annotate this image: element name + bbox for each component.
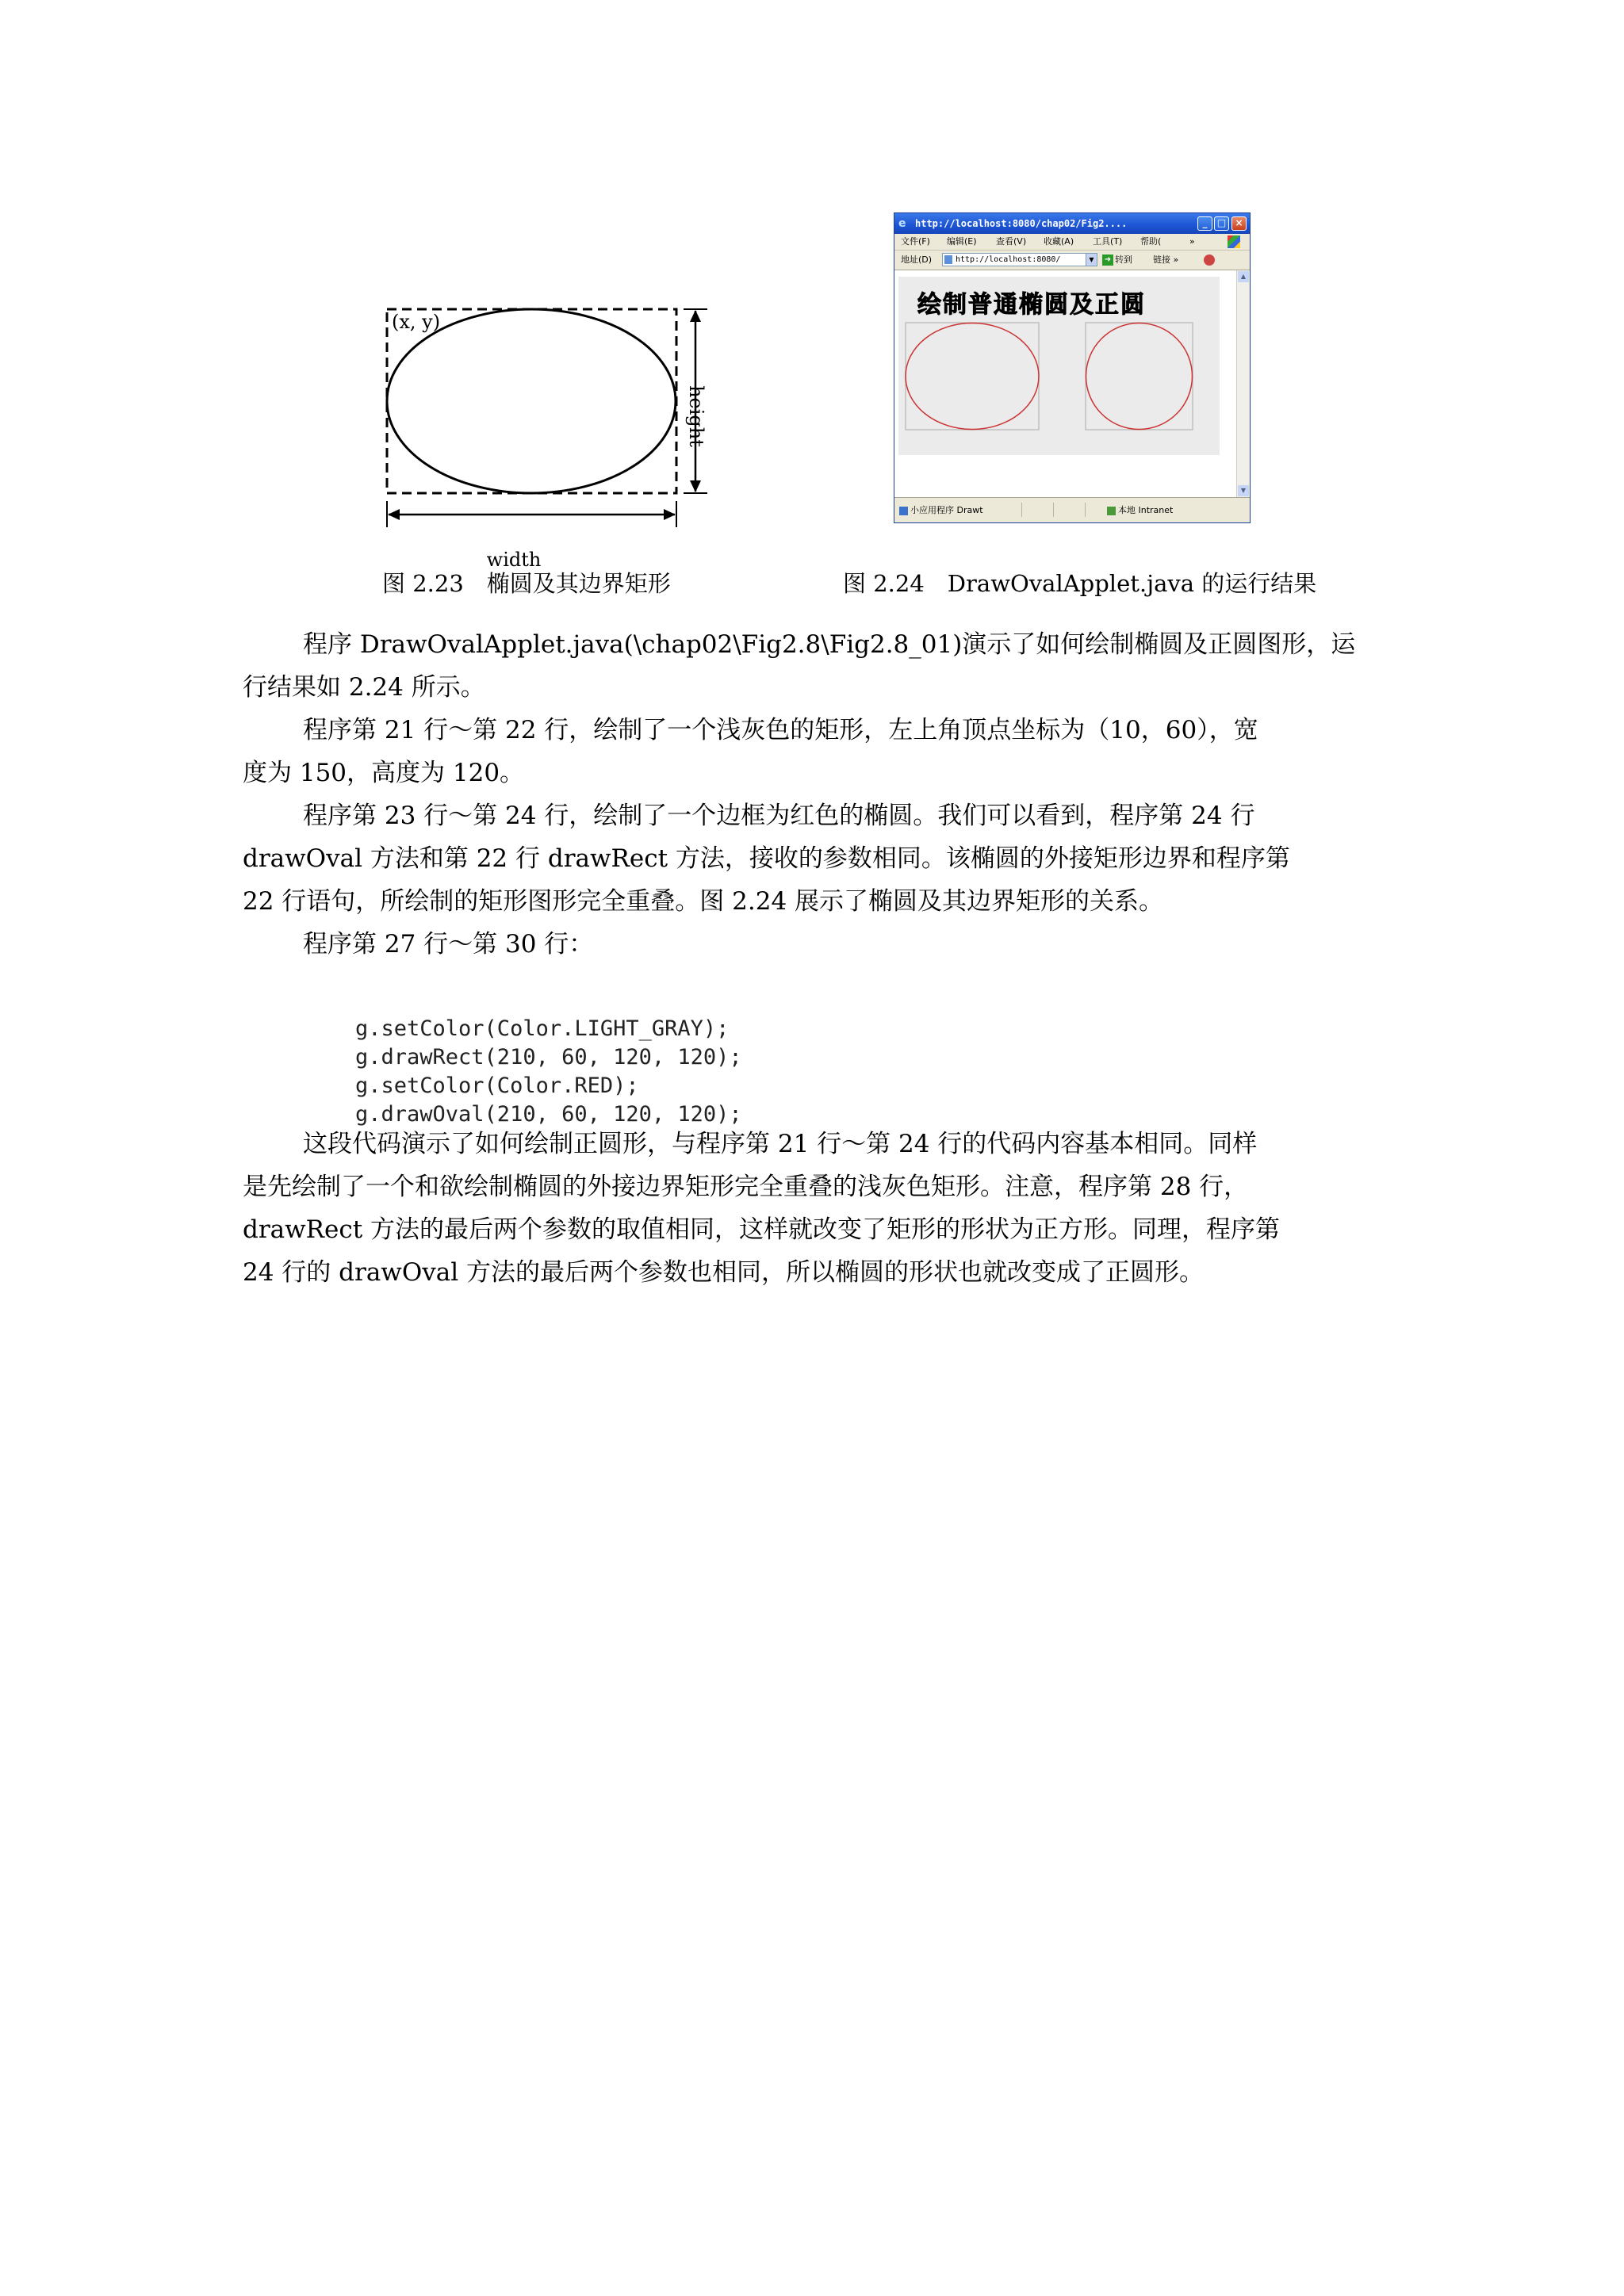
- scroll-down-icon[interactable]: ▼: [1238, 485, 1249, 496]
- code-line: g.drawOval(210, 60, 120, 120);: [355, 1102, 742, 1127]
- maximize-button[interactable]: □: [1214, 216, 1229, 231]
- status-applet: [899, 499, 983, 522]
- page-icon: [944, 255, 952, 264]
- toolbar-extra-icon[interactable]: [1204, 254, 1215, 266]
- go-label: 转到: [1115, 254, 1132, 265]
- address-input[interactable]: [942, 253, 1097, 266]
- browser-status-bar: [894, 497, 1250, 523]
- status-separator: [1053, 503, 1054, 517]
- browser-content: [894, 270, 1236, 497]
- paragraph-2-line-1: 程序第 21 行～第 22 行，绘制了一个浅灰色的矩形，左上角顶点坐标为（10，60），宽: [303, 716, 1258, 744]
- coord-label: (x, y): [392, 311, 441, 333]
- paragraph-3-line-3: 22 行语句，所绘制的矩形图形完全重叠。图 2.24 展示了椭圆及其边界矩形的关系。: [243, 887, 1164, 916]
- menu-file[interactable]: 文件(F): [901, 236, 930, 247]
- height-label: height: [685, 385, 707, 447]
- address-value: http://localhost:8080/: [956, 255, 1061, 264]
- height-arrow-head-bottom: [690, 480, 701, 492]
- vertical-scrollbar[interactable]: [1236, 270, 1250, 497]
- paragraph-4: [243, 923, 1400, 966]
- applet-circle-right: [1086, 323, 1193, 430]
- height-arrow-head-top: [690, 310, 701, 322]
- paragraph-3-line-1: 程序第 23 行～第 24 行，绘制了一个边框为红色的椭圆。我们可以看到，程序第 24 行: [303, 802, 1255, 830]
- ie-logo-icon: e: [898, 217, 906, 230]
- width-arrow-head-right: [664, 509, 676, 520]
- links-chevron: »: [1173, 254, 1179, 265]
- code-block: [355, 986, 742, 1129]
- paragraph-1-line-2: 行结果如 2.24 所示。: [243, 673, 485, 702]
- code-line: g.drawRect(210, 60, 120, 120);: [355, 1045, 742, 1070]
- paragraph-3: [243, 794, 1400, 923]
- menu-favorites[interactable]: 收藏(A): [1044, 236, 1074, 247]
- browser-window: [894, 212, 1251, 523]
- status-zone: [1107, 499, 1173, 522]
- applet-oval-left: [906, 323, 1039, 430]
- minimize-button[interactable]: _: [1197, 216, 1212, 231]
- close-button[interactable]: ×: [1231, 216, 1247, 231]
- windows-flag-icon: [1228, 235, 1240, 248]
- links-button[interactable]: [1153, 251, 1178, 270]
- applet-title: 绘制普通椭圆及正圆: [917, 291, 1146, 319]
- browser-title-bar[interactable]: [894, 213, 1250, 234]
- figure-2-23-caption: 图 2.23 椭圆及其边界矩形: [382, 570, 671, 597]
- paragraph-5-line-2: 是先绘制了一个和欲绘制椭圆的外接边界矩形完全重叠的浅灰色矩形。注意，程序第 28 行，: [243, 1173, 1249, 1201]
- browser-address-bar: [894, 251, 1250, 270]
- paragraph-5-line-4: 24 行的 drawOval 方法的最后两个参数也相同，所以椭圆的形状也就改变成了正圆形。: [243, 1258, 1205, 1287]
- oval-bounding-box-diagram: [373, 293, 722, 583]
- paragraph-1: [243, 623, 1400, 709]
- menu-view[interactable]: 查看(V): [996, 236, 1027, 247]
- code-line: g.setColor(Color.RED);: [355, 1073, 639, 1098]
- paragraph-5: [243, 1123, 1400, 1294]
- paragraph-2-line-2: 度为 150，高度为 120。: [243, 759, 525, 787]
- status-separator: [1085, 503, 1086, 517]
- figure-2-23-diagram: [373, 293, 722, 583]
- width-label: width: [486, 549, 542, 571]
- status-separator: [1021, 503, 1022, 517]
- paragraph-1-line-1: 程序 DrawOvalApplet.java(\chap02\Fig2.8\Fig2.8_01)演示了如何绘制椭圆及正圆图形，运: [303, 630, 1356, 659]
- oval-shape: [387, 309, 676, 493]
- browser-menu-bar: [894, 234, 1250, 251]
- figure-2-24-caption: 图 2.24 DrawOvalApplet.java 的运行结果: [843, 570, 1317, 597]
- applet-icon: [899, 507, 908, 515]
- code-line: g.setColor(Color.LIGHT_GRAY);: [355, 1016, 730, 1041]
- status-zone-text: 本地 Intranet: [1118, 505, 1174, 515]
- menu-help[interactable]: 帮助(: [1140, 236, 1162, 247]
- applet-drawing: [898, 277, 1220, 455]
- status-applet-text: 小应用程序 Drawt: [910, 505, 983, 515]
- address-label: 地址(D): [901, 254, 933, 265]
- menu-tools[interactable]: 工具(T): [1093, 236, 1123, 247]
- paragraph-2: [243, 709, 1400, 794]
- links-label: 链接: [1153, 254, 1170, 265]
- intranet-icon: [1107, 507, 1116, 515]
- paragraph-5-line-1: 这段代码演示了如何绘制正圆形，与程序第 21 行～第 24 行的代码内容基本相同。同样: [303, 1130, 1258, 1158]
- width-arrow-head-left: [388, 509, 400, 520]
- go-arrow-icon: ➜: [1102, 254, 1113, 266]
- address-dropdown-icon[interactable]: ▼: [1086, 253, 1097, 266]
- menu-edit[interactable]: 编辑(E): [947, 236, 977, 247]
- go-button[interactable]: [1102, 251, 1132, 270]
- paragraph-3-line-2: drawOval 方法和第 22 行 drawRect 方法，接收的参数相同。该椭圆的外接矩形边界和程序第: [243, 844, 1290, 873]
- browser-title: http://localhost:8080/chap02/Fig2....: [915, 218, 1128, 229]
- paragraph-4-line-1: 程序第 27 行～第 30 行：: [303, 930, 594, 959]
- paragraph-5-line-3: drawRect 方法的最后两个参数的取值相同，这样就改变了矩形的形状为正方形。同理，程序第: [243, 1215, 1281, 1244]
- scroll-up-icon[interactable]: ▲: [1238, 271, 1249, 282]
- menu-chevron[interactable]: »: [1189, 236, 1195, 247]
- applet-area: [898, 277, 1220, 455]
